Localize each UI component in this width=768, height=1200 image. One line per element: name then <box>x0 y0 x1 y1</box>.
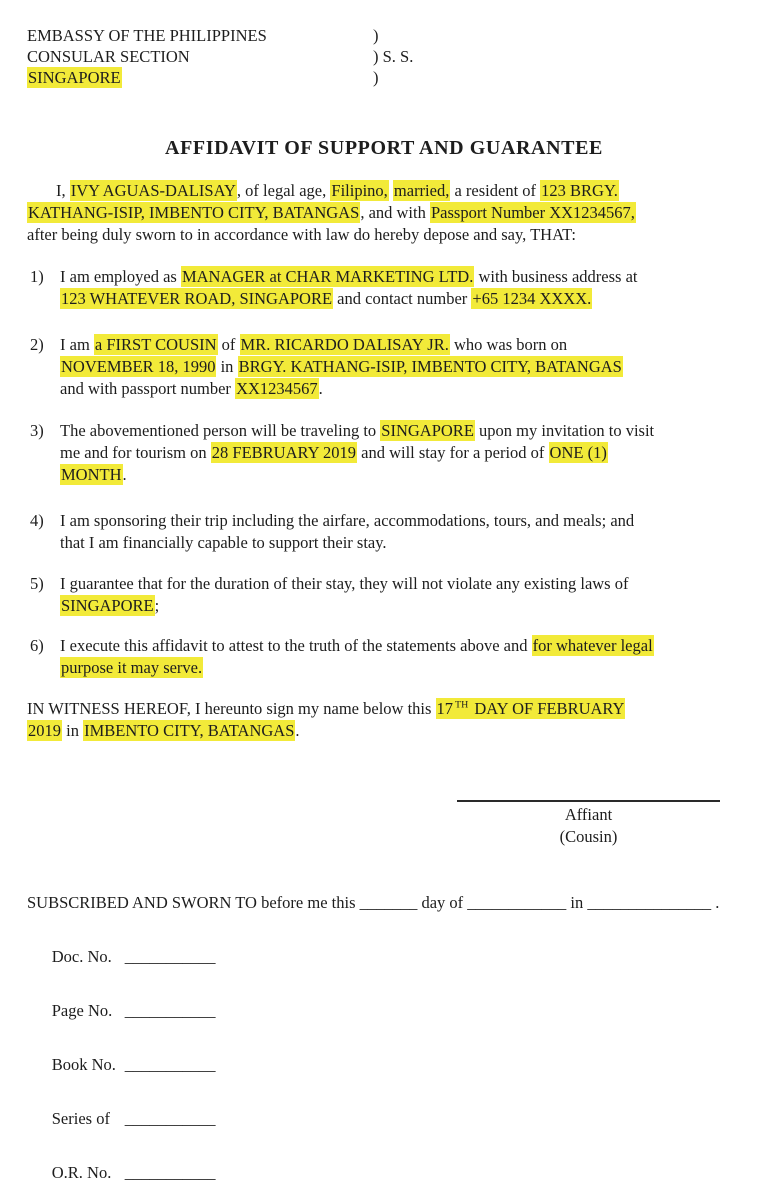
item-text: I am a FIRST COUSIN of MR. RICARDO DALISAY JR. who was born on NOVEMBER 18, 1990 in BRGY. KATHANG-ISIP, IMBENTO CITY, BATANGAS and with passport number XX1234567. <box>60 335 622 398</box>
document-header <box>27 25 741 88</box>
registry-block <box>27 930 741 1200</box>
registry-row-book-no <box>27 1038 741 1092</box>
affidavit-item-2 <box>27 334 741 400</box>
highlighted-text: SINGAPORE <box>28 68 121 87</box>
blank-line: ___________ <box>124 1055 216 1074</box>
item-number: 1) <box>30 267 44 286</box>
item-number: 2) <box>30 335 44 354</box>
blank-line: ___________ <box>124 947 216 966</box>
item-number: 4) <box>30 511 44 530</box>
registry-label: O.R. No. <box>51 1163 112 1182</box>
affidavit-item-4 <box>27 510 741 554</box>
affiant-label: Affiant <box>564 805 613 824</box>
signature-block <box>457 800 720 848</box>
affidavit-item-3 <box>27 420 741 486</box>
item-text: I am sponsoring their trip including the airfare, accommodations, tours, and meals; and that I am financially capable to support their stay. <box>60 511 635 552</box>
header-consular-text: CONSULAR SECTION <box>27 47 190 66</box>
item-text: The abovementioned person will be traveling to SINGAPORE upon my invitation to visit me and for tourism on 28 FEBRUARY 2019 and will stay for a period of ONE (1) MONTH. <box>60 421 655 484</box>
header-singapore-text <box>27 67 373 88</box>
item-number: 5) <box>30 574 44 593</box>
item-number: 6) <box>30 636 44 655</box>
registry-label: Page No. <box>51 1001 113 1020</box>
brace-char: ) <box>373 26 379 45</box>
registry-label: Series of <box>51 1109 110 1128</box>
witness-clause: IN WITNESS HEREOF, I hereunto sign my name below this 17 $^{TH}$ DAY OF FEBRUARY 2019 in IMBENTO CITY, BATANGAS. <box>27 699 625 740</box>
registry-row-series-of <box>27 1092 741 1146</box>
registry-row-doc-no <box>27 930 741 984</box>
affidavit-item-5 <box>27 573 741 617</box>
registry-row-page-no <box>27 984 741 1038</box>
registry-row-or-no <box>27 1146 741 1200</box>
brace-char: ) S. S. <box>373 47 414 66</box>
registry-label: Doc. No. <box>51 947 112 966</box>
brace-char: ) <box>373 68 379 87</box>
blank-line: ___________ <box>124 1109 216 1128</box>
item-text: I execute this affidavit to attest to the truth of the statements above and for whatever legal purpose it may serve. <box>60 636 653 677</box>
affidavit-item-6 <box>27 635 741 679</box>
blank-line: ___________ <box>124 1001 216 1020</box>
header-line <box>27 25 741 46</box>
header-embassy-text: EMBASSY OF THE PHILIPPINES <box>27 26 267 45</box>
blank-line: ___________ <box>124 1163 216 1182</box>
registry-label: Book No. <box>51 1055 116 1074</box>
cousin-label: (Cousin) <box>559 827 618 846</box>
header-line <box>27 46 741 67</box>
item-number: 3) <box>30 421 44 440</box>
opening-paragraph: I, IVY AGUAS-DALISAY, of legal age, Filipino, married, a resident of 123 BRGY. KATHANG-ISIP, IMBENTO CITY, BATANGAS, and with Passport Number XX1234567, after being duly sworn to in accordance with law do hereby depose and say, THAT: <box>27 181 635 244</box>
affidavit-item-1 <box>27 266 741 310</box>
document-title: AFFIDAVIT OF SUPPORT AND GUARANTEE <box>165 137 603 159</box>
item-text: I guarantee that for the duration of their stay, they will not violate any existing laws of SINGAPORE; <box>60 574 629 615</box>
header-line <box>27 67 741 88</box>
item-text: I am employed as MANAGER at CHAR MARKETING LTD. with business address at 123 WHATEVER ROAD, SINGAPORE and contact number +65 1234 XXXX. <box>60 267 638 308</box>
subscribed-clause: SUBSCRIBED AND SWORN TO before me this _______ day of ____________ in _______________ . <box>27 893 720 912</box>
